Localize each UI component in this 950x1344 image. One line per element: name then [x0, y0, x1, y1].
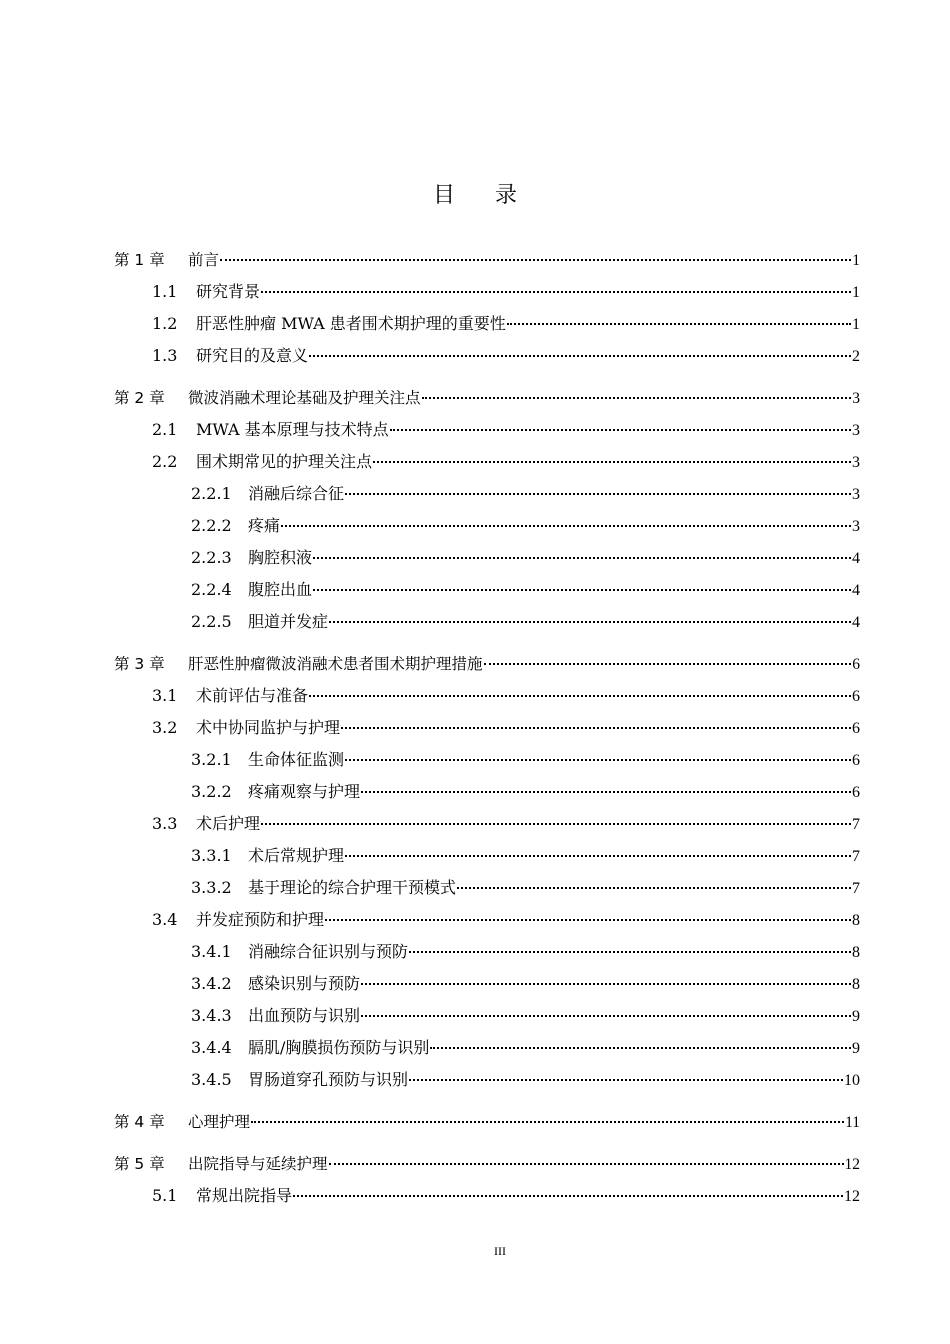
toc-entry-page: 12	[844, 1188, 860, 1205]
toc-entry[interactable]	[114, 510, 860, 542]
toc-title-char-1: 目	[432, 183, 455, 208]
toc-dot-leader	[329, 611, 851, 623]
toc-entry-number: 1.3	[152, 346, 178, 365]
toc-entry-title: 术中协同监护与护理	[196, 718, 341, 737]
toc-entry-title: 膈肌/胸膜损伤预防与识别	[248, 1038, 430, 1057]
toc-entry-page: 3	[852, 390, 860, 407]
toc-entry-title: 腹腔出血	[248, 580, 313, 599]
toc-dot-leader	[457, 877, 851, 889]
toc-dot-leader	[361, 781, 851, 793]
toc-entry-number: 第 3 章	[114, 655, 165, 673]
toc-entry-page: 8	[852, 976, 860, 993]
toc-entry-number: 3.2.2	[191, 782, 232, 801]
toc-dot-leader	[345, 483, 851, 495]
toc-title-char-2: 录	[495, 183, 518, 208]
toc-entry[interactable]	[114, 1064, 860, 1096]
toc-entry-page: 12	[844, 1156, 860, 1173]
toc-entry[interactable]	[114, 244, 860, 276]
toc-entry-page: 3	[852, 486, 860, 503]
toc-dot-leader	[345, 749, 851, 761]
toc-dot-leader	[220, 249, 851, 261]
toc-entry[interactable]	[114, 1000, 860, 1032]
toc-entry-number: 第 4 章	[114, 1113, 165, 1131]
toc-entry-title: 生命体征监测	[248, 750, 345, 769]
toc-entry-page: 1	[852, 252, 860, 269]
toc-entry[interactable]	[114, 276, 860, 308]
toc-entry-page: 9	[852, 1008, 860, 1025]
toc-entry-title: 术前评估与准备	[196, 686, 309, 705]
toc-entry-number: 2.2.3	[191, 548, 232, 567]
toc-dot-leader	[430, 1037, 851, 1049]
toc-entry-title: 研究背景	[196, 282, 261, 301]
toc-entry-page: 6	[852, 752, 860, 769]
toc-entry[interactable]	[114, 872, 860, 904]
toc-entry-title: 微波消融术理论基础及护理关注点	[188, 389, 421, 407]
toc-entry[interactable]	[114, 776, 860, 808]
toc-entry-page: 4	[852, 582, 860, 599]
toc-entry-title: 围术期常见的护理关注点	[196, 452, 373, 471]
toc-entry[interactable]	[114, 936, 860, 968]
toc-entry-title: 消融综合征识别与预防	[248, 942, 409, 961]
toc-entry-title: 肝恶性肿瘤 MWA 患者围术期护理的重要性	[196, 314, 506, 333]
toc-title	[0, 178, 950, 209]
toc-entry-title: 疼痛观察与护理	[248, 782, 361, 801]
toc-entry-number: 3.3	[152, 814, 178, 833]
toc-entry-page: 8	[852, 912, 860, 929]
toc-dot-leader	[261, 281, 851, 293]
toc-entry-number: 3.3.2	[191, 878, 232, 897]
toc-dot-leader	[309, 685, 851, 697]
toc-dot-leader	[345, 845, 851, 857]
toc-entry-title: 出血预防与识别	[248, 1006, 361, 1025]
toc-entry[interactable]	[114, 712, 860, 744]
toc-entry-number: 3.4.2	[191, 974, 232, 993]
toc-entry[interactable]	[114, 744, 860, 776]
toc-entry[interactable]	[114, 1032, 860, 1064]
toc-entry-title: 术后护理	[196, 814, 261, 833]
toc-entry[interactable]	[114, 308, 860, 340]
toc-entry-title: 胸腔积液	[248, 548, 313, 567]
toc-dot-leader	[422, 387, 852, 399]
toc-entry[interactable]	[114, 968, 860, 1000]
page-number-footer: III	[494, 1244, 506, 1258]
toc-dot-leader	[325, 909, 851, 921]
toc-entry-number: 第 5 章	[114, 1155, 165, 1173]
toc-entry-number: 3.4.1	[191, 942, 232, 961]
toc-entry-page: 7	[852, 848, 860, 865]
toc-entry[interactable]	[114, 574, 860, 606]
toc-entry[interactable]	[114, 478, 860, 510]
toc-entry-page: 6	[852, 688, 860, 705]
toc-dot-leader	[313, 547, 851, 559]
toc-dot-leader	[281, 515, 851, 527]
toc-entry-page: 1	[852, 316, 860, 333]
toc-entry-number: 3.1	[152, 686, 178, 705]
toc-entry-page: 4	[852, 550, 860, 567]
toc-entry-page: 8	[852, 944, 860, 961]
toc-dot-leader	[390, 419, 851, 431]
toc-entry-title: 基于理论的综合护理干预模式	[248, 878, 457, 897]
toc-entry-number: 1.2	[152, 314, 178, 333]
toc-entry-number: 3.4	[152, 910, 178, 929]
toc-entry-number: 3.2.1	[191, 750, 232, 769]
table-of-contents	[114, 244, 860, 1212]
toc-dot-leader	[507, 313, 851, 325]
toc-entry[interactable]	[114, 808, 860, 840]
toc-entry[interactable]	[114, 1180, 860, 1212]
toc-entry-title: 心理护理	[188, 1113, 251, 1131]
toc-entry[interactable]	[114, 1148, 860, 1180]
toc-entry[interactable]	[114, 340, 860, 372]
toc-dot-leader	[251, 1111, 844, 1123]
toc-entry-page: 10	[844, 1072, 860, 1089]
toc-dot-leader	[313, 579, 851, 591]
toc-entry-number: 第 2 章	[114, 389, 165, 407]
toc-entry[interactable]	[114, 680, 860, 712]
toc-entry-title: 术后常规护理	[248, 846, 345, 865]
toc-entry-number: 3.3.1	[191, 846, 232, 865]
toc-entry-page: 7	[852, 880, 860, 897]
toc-entry-title: MWA 基本原理与技术特点	[196, 420, 389, 439]
toc-entry-number: 2.2.4	[191, 580, 232, 599]
toc-entry[interactable]	[114, 414, 860, 446]
toc-dot-leader	[373, 451, 851, 463]
toc-entry[interactable]	[114, 606, 860, 638]
toc-entry[interactable]	[114, 382, 860, 414]
toc-entry-title: 消融后综合征	[248, 484, 345, 503]
toc-entry-page: 1	[852, 284, 860, 301]
toc-dot-leader	[409, 941, 851, 953]
toc-entry-title: 肝恶性肿瘤微波消融术患者围术期护理措施	[188, 655, 483, 673]
toc-dot-leader	[409, 1069, 843, 1081]
toc-entry-page: 9	[852, 1040, 860, 1057]
toc-entry-number: 第 1 章	[114, 251, 165, 269]
toc-entry-page: 6	[852, 784, 860, 801]
toc-dot-leader	[361, 973, 851, 985]
toc-entry-title: 胃肠道穿孔预防与识别	[248, 1070, 409, 1089]
toc-entry-title: 研究目的及意义	[196, 346, 309, 365]
toc-dot-leader	[309, 345, 851, 357]
toc-entry-number: 3.4.3	[191, 1006, 232, 1025]
toc-entry[interactable]	[114, 542, 860, 574]
toc-entry-title: 感染识别与预防	[248, 974, 361, 993]
toc-entry-number: 2.2.5	[191, 612, 232, 631]
toc-entry-title: 常规出院指导	[196, 1186, 293, 1205]
toc-entry-page: 11	[845, 1114, 860, 1131]
toc-entry-number: 1.1	[152, 282, 178, 301]
toc-entry-page: 3	[852, 518, 860, 535]
toc-entry-title: 胆道并发症	[248, 612, 329, 631]
toc-entry-number: 2.1	[152, 420, 178, 439]
toc-entry-number: 3.4.5	[191, 1070, 232, 1089]
toc-entry-title: 出院指导与延续护理	[188, 1155, 328, 1173]
toc-dot-leader	[261, 813, 851, 825]
toc-entry[interactable]	[114, 840, 860, 872]
toc-entry[interactable]	[114, 648, 860, 680]
toc-entry-number: 2.2.1	[191, 484, 232, 503]
toc-dot-leader	[361, 1005, 851, 1017]
toc-entry-title: 并发症预防和护理	[196, 910, 325, 929]
toc-entry-page: 7	[852, 816, 860, 833]
toc-entry-number: 5.1	[152, 1186, 178, 1205]
toc-entry-number: 3.2	[152, 718, 178, 737]
toc-entry-page: 4	[852, 614, 860, 631]
toc-entry-page: 3	[852, 422, 860, 439]
toc-entry-page: 2	[852, 348, 860, 365]
toc-entry-number: 2.2	[152, 452, 178, 471]
toc-entry-number: 2.2.2	[191, 516, 232, 535]
toc-entry-page: 6	[852, 656, 860, 673]
toc-entry[interactable]	[114, 904, 860, 936]
toc-entry-title: 疼痛	[248, 516, 281, 535]
toc-dot-leader	[329, 1153, 844, 1165]
toc-entry[interactable]	[114, 446, 860, 478]
toc-entry-page: 3	[852, 454, 860, 471]
toc-dot-leader	[341, 717, 851, 729]
toc-entry-title: 前言	[188, 251, 220, 269]
toc-entry-number: 3.4.4	[191, 1038, 232, 1057]
toc-entry[interactable]	[114, 1106, 860, 1138]
toc-entry-page: 6	[852, 720, 860, 737]
toc-dot-leader	[484, 653, 852, 665]
toc-dot-leader	[293, 1185, 843, 1197]
